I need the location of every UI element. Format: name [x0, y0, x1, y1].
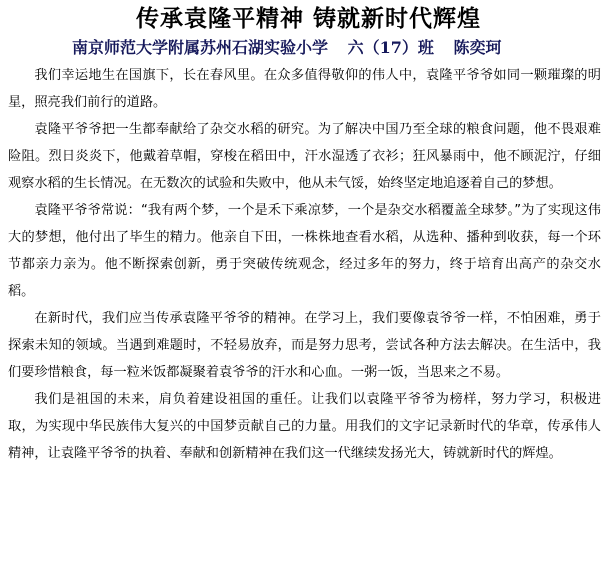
paragraph: 袁隆平爷爷常说：“我有两个梦，一个是禾下乘凉梦，一个是杂交水稻覆盖全球梦。”为了实现这伟大的梦想，他付出了毕生的精力。他亲自下田，一株株地查看水稻，从选种、播种到收获，每一个环节都亲力亲为。他不断探索创新，勇于突破传统观念，经过多年的努力，终于培育出高产的杂交水稻。	[8, 203, 601, 299]
paragraph: 袁隆平爷爷把一生都奉献给了杂交水稻的研究。为了解决中国乃至全球的粮食问题，他不畏艰难险阻。烈日炎炎下，他戴着草帽，穿梭在稻田中，汗水湿透了衣衫；狂风暴雨中，他不顾泥泞，仔细观察水稻的生长情况。在无数次的试验和失败中，他从未气馁，始终坚定地追逐着自己的梦想。	[8, 122, 601, 191]
essay-body	[8, 62, 601, 467]
paragraph: 我们是祖国的未来，肩负着建设祖国的重任。让我们以袁隆平爷爷为榜样，努力学习，积极进取，为实现中华民族伟大复兴的中国梦贡献自己的力量。用我们的文字记录新时代的华章，传承伟人精神，让袁隆平爷爷的执着、奉献和创新精神在我们这一代继续发扬光大，铸就新时代的辉煌。	[8, 392, 601, 461]
class-name: 六（17）班	[347, 38, 434, 57]
paragraph: 我们幸运地生在国旗下，长在春风里。在众多值得敬仰的伟人中，袁隆平爷爷如同一颗璀璨的明星，照亮我们前行的道路。	[8, 68, 601, 110]
paragraph: 在新时代，我们应当传承袁隆平爷爷的精神。在学习上，我们要像袁爷爷一样，不怕困难，勇于探索未知的领域。当遇到难题时，不轻易放弃，而是努力思考，尝试各种方法去解决。在生活中，我们要珍惜粮食，每一粒米饭都凝聚着袁爷爷的汗水和心血。一粥一饭，当思来之不易。	[8, 311, 601, 380]
author-byline	[8, 36, 601, 60]
author-name: 陈奕珂	[453, 38, 502, 57]
essay-title: 传承袁隆平精神 铸就新时代辉煌	[135, 5, 481, 32]
school-name: 南京师范大学附属苏州石湖实验小学	[72, 38, 329, 57]
